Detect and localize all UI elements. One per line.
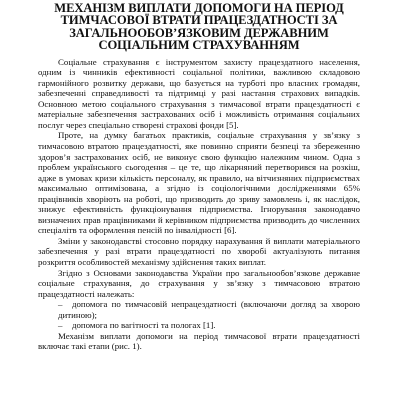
- dash-bullet: –: [58, 320, 63, 331]
- title-line: МЕХАНІЗМ ВИПЛАТИ ДОПОМОГИ НА ПЕРІОД: [54, 1, 344, 15]
- list-item: [38, 320, 360, 331]
- title-line: ТИМЧАСОВОЇ ВТРАТИ ПРАЦЕЗДАТНОСТІ ЗА: [60, 13, 338, 28]
- paragraph-problem: Проте, на думку багатьох практиків, соціальне страхування у зв’язку з тимчасовою втратою працездатності, яке повинно сприяти безпеці та збереженню здоров’я застрахованих осіб, не виконує свою функцію належним чином. Одна з проблем українського сьогодення – це те, що лікарняний перетворився на розкіш, адже в умовах кризи кількість персоналу, як правило, на вітчизняних підприємствах максимально оптимізована, а згідно із соціологічними дослідженнями 65% працівників хворіють на роботі, що призводить до зриву замовлень і, як наслідок, знижує ефективність функціонування підприємства. Ігнорування законодавчо визначених прав працівниками й керівником підприємства призводить до численних спеціалітв та оформлення пенсій по інвалідності [6].: [38, 130, 360, 236]
- title-line: ЗАГАЛЬНООБОВ’ЯЗКОВИМ ДЕРЖАВНИМ: [69, 25, 329, 40]
- paragraph-closing: Механізм виплати допомоги на період тимчасової втрати працездатності включає такі етапи (рис. 1).: [38, 330, 360, 352]
- document-title: [38, 2, 360, 52]
- paragraph-insurance-types: Згідно з Основами законодавства України про загальнообов’язкове державне соціальне страхування, до страхування у зв’язку з тимчасовою втратою працездатності належать:: [38, 267, 360, 299]
- dash-bullet: –: [58, 299, 63, 310]
- paragraph-intro: Соціальне страхування є інструментом захисту працездатного населення, одним із чинників ефективності соціальної політики, важливою складовою гармонійного розвитку держави, що базується на турботі про власних громадян, забезпеченні справедливості та підтримці у разі настання страхових випадків. Основною метою соціального страхування з тимчасової втрати працездатності є матеріальне забезпечення застрахованих осіб і можливість отримання соціальних послуг через спеціально створені страхові фонди [5].: [38, 56, 360, 130]
- title-line: СОЦІАЛЬНИМ СТРАХУВАННЯМ: [98, 38, 300, 53]
- paragraph-legislation: Зміни у законодавстві стосовно порядку нарахування й виплати матеріального забезпечення у разі втрати працездатності по хворобі актуалізують питання розкриття особливостей механізму здійснення таких виплат.: [38, 235, 360, 268]
- list-item-text: допомога по вагітності та пологах [1].: [72, 320, 216, 331]
- list-item: [38, 299, 360, 320]
- list-item-text: допомога по тимчасовій непрацездатності (включаючи догляд за хворою дитиною);: [58, 299, 360, 320]
